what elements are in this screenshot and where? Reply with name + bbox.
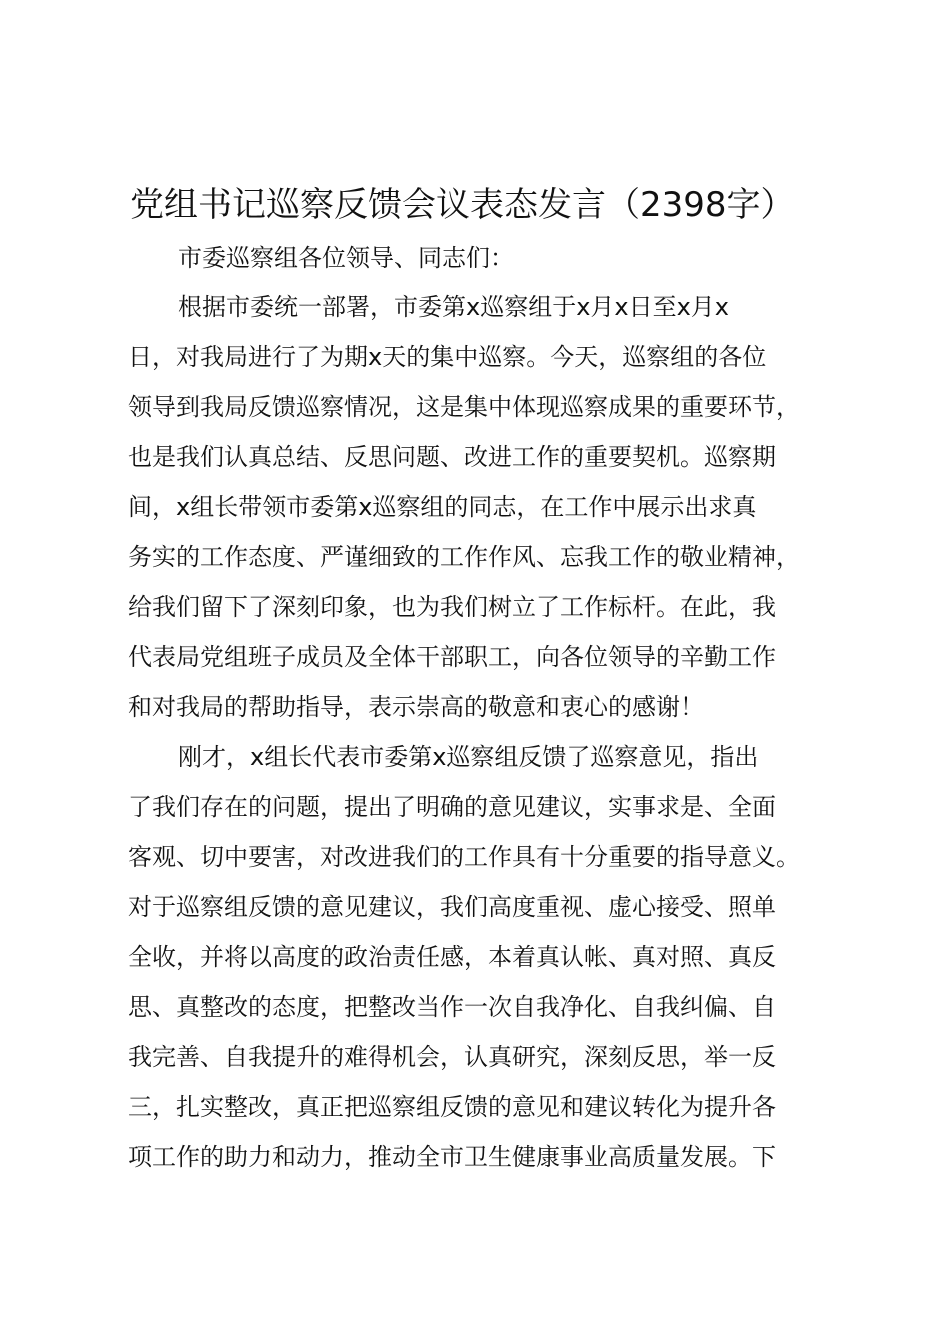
paragraph-2-line-4: 对于巡察组反馈的意见建议，我们高度重视、虚心接受、照单 xyxy=(128,893,776,921)
paragraph-1-line-1: 根据市委统一部署，市委第x巡察组于x月x日至x月x xyxy=(178,293,730,321)
paragraph-2-line-8: 三，扎实整改，真正把巡察组反馈的意见和建议转化为提升各 xyxy=(128,1093,776,1121)
paragraph-1-line-7: 给我们留下了深刻印象，也为我们树立了工作标杆。在此，我 xyxy=(128,593,776,621)
paragraph-2-line-5: 全收，并将以高度的政治责任感，本着真认帐、真对照、真反 xyxy=(128,943,776,971)
paragraph-2-line-9: 项工作的助力和动力，推动全市卫生健康事业高质量发展。下 xyxy=(128,1143,776,1171)
salutation: 市委巡察组各位领导、同志们： xyxy=(178,244,514,272)
paragraph-1-line-2: 日，对我局进行了为期x天的集中巡察。今天，巡察组的各位 xyxy=(128,343,767,371)
paragraph-2-line-6: 思、真整改的态度，把整改当作一次自我净化、自我纠偏、自 xyxy=(128,993,776,1021)
paragraph-1-line-4: 也是我们认真总结、反思问题、改进工作的重要契机。巡察期 xyxy=(128,443,776,471)
paragraph-1-line-3: 领导到我局反馈巡察情况，这是集中体现巡察成果的重要环节， xyxy=(128,393,800,421)
paragraph-2-line-7: 我完善、自我提升的难得机会，认真研究，深刻反思，举一反 xyxy=(128,1043,776,1071)
paragraph-1-line-5: 间，x组长带领市委第x巡察组的同志，在工作中展示出求真 xyxy=(128,493,757,521)
paragraph-2-line-3: 客观、切中要害，对改进我们的工作具有十分重要的指导意义。 xyxy=(128,843,800,871)
paragraph-1-line-8: 代表局党组班子成员及全体干部职工，向各位领导的辛勤工作 xyxy=(128,643,776,671)
document-title: 党组书记巡察反馈会议表态发言（2398字） xyxy=(130,185,795,225)
paragraph-1-line-6: 务实的工作态度、严谨细致的工作作风、忘我工作的敬业精神， xyxy=(128,543,800,571)
paragraph-2-line-2: 了我们存在的问题，提出了明确的意见建议，实事求是、全面 xyxy=(128,793,776,821)
paragraph-1-line-9: 和对我局的帮助指导，表示崇高的敬意和衷心的感谢！ xyxy=(128,693,704,721)
paragraph-2-line-1: 刚才，x组长代表市委第x巡察组反馈了巡察意见，指出 xyxy=(178,743,759,771)
